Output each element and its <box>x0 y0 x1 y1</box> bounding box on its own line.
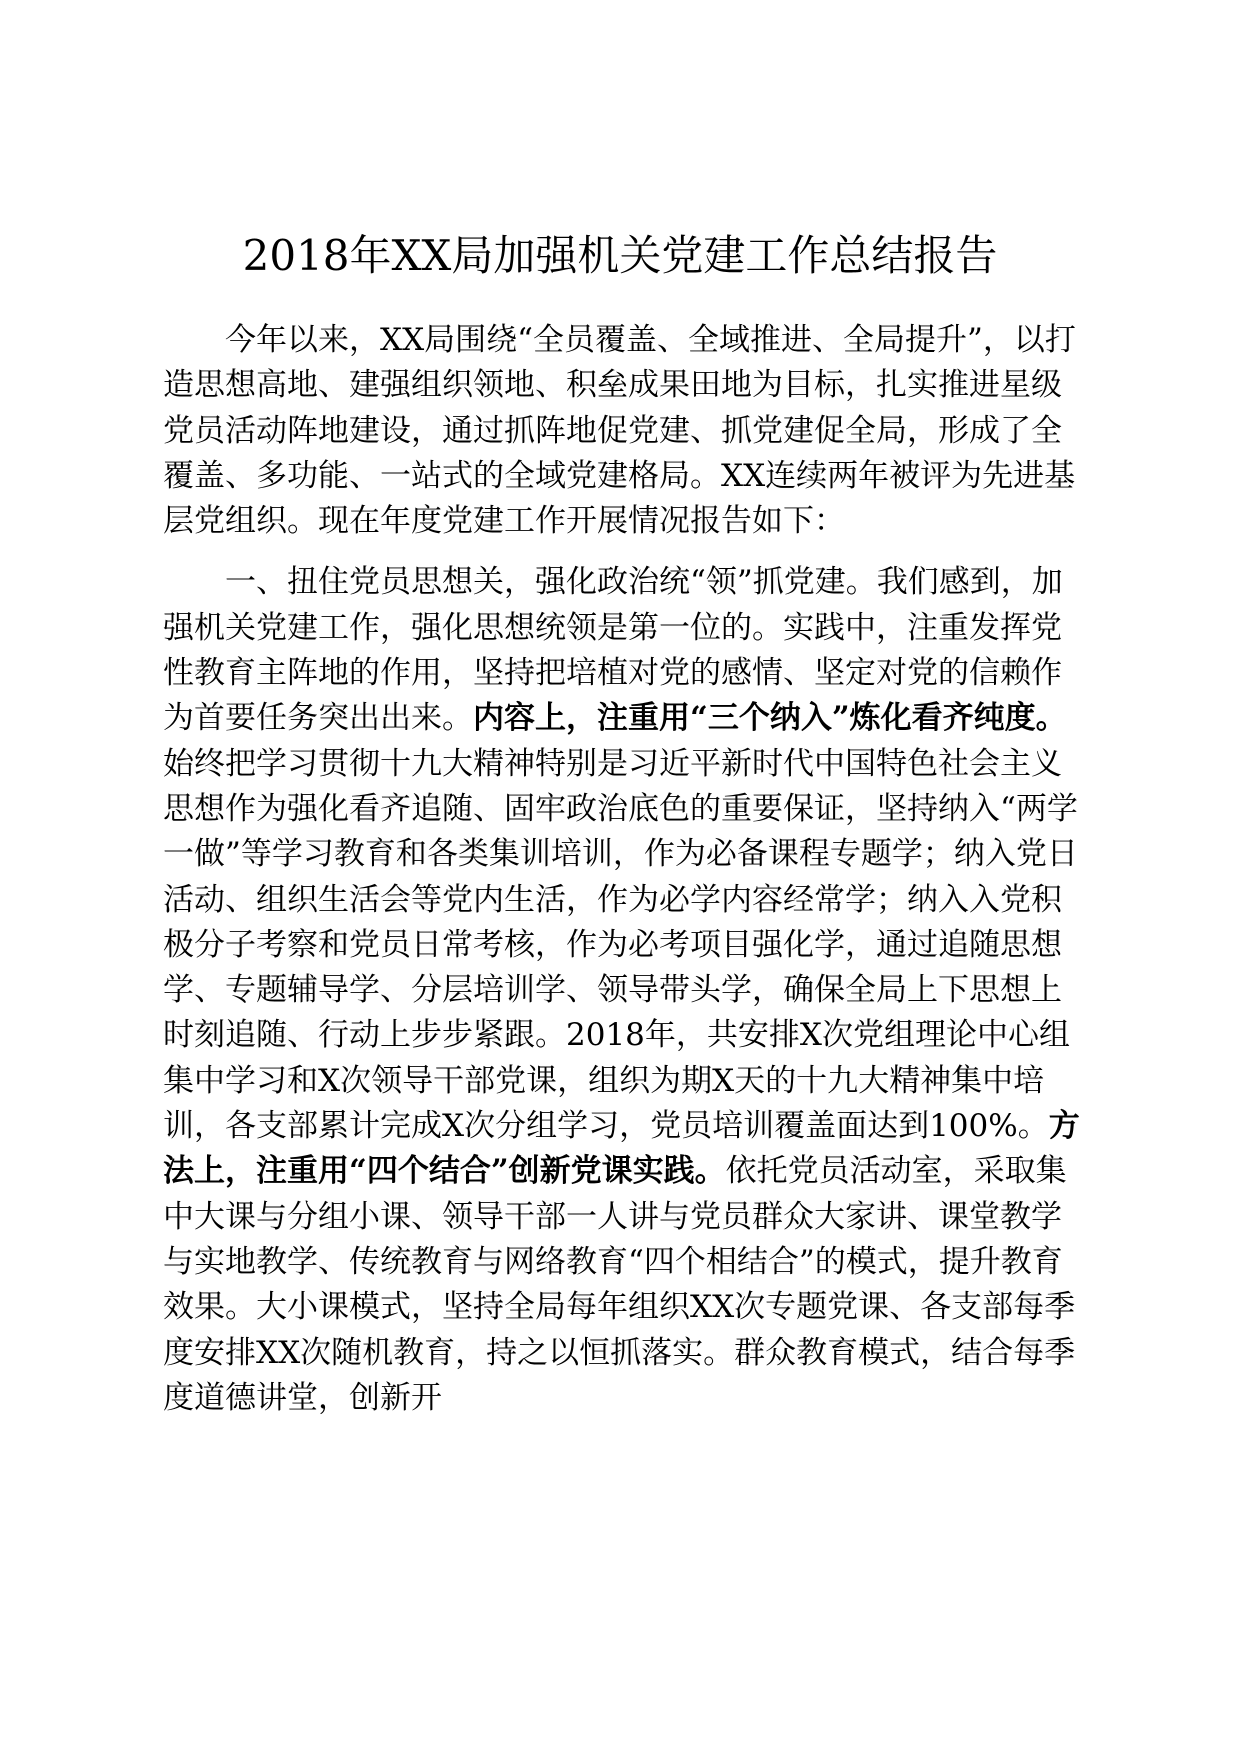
bold-heading: 方法上，注重用“四个结合”创新党课实践。 <box>163 1108 1080 1190</box>
paragraph-text: 一、扭住党员思想关，强化政治统“领”抓党建。我们感到，加强机关党建工作，强化思想统领是第一位的。实践中，注重发挥党性教育主阵地的作用，坚持把培植对党的感情、坚定对党的信赖作为首要任务突出出来。 <box>163 564 1063 737</box>
paragraph-text: 今年以来，XX局围绕“全员覆盖、全域推进、全局提升”，以打造思想高地、建强组织领地、积垒成果田地为目标，扎实推进星级党员活动阵地建设，通过抓阵地促党建、抓党建促全局，形成了全覆盖、多功能、一站式的全域党建格局。XX连续两年被评为先进基层党组织。现在年度党建工作开展情况报告如下： <box>163 322 1076 540</box>
bold-heading: 内容上，注重用“三个纳入”炼化看齐纯度。 <box>473 700 1067 737</box>
paragraph-text: 依托党员活动室，采取集中大课与分组小课、领导干部一人讲与党员群众大家讲、课堂教学与实地教学、传统教育与网络教育“四个相结合”的模式，提升教育效果。大小课模式，坚持全局每年组织XX次专题党课、各支部每季度安排XX次随机教育，持之以恒抓落实。群众教育模式，结合每季度道德讲堂，创新开 <box>163 1153 1076 1416</box>
document-title: 2018年XX局加强机关党建工作总结报告 <box>242 231 998 280</box>
paragraph-text: 始终把学习贯彻十九大精神特别是习近平新时代中国特色社会主义思想作为强化看齐追随、固牢政治底色的重要保证，坚持纳入“两学一做”等学习教育和各类集训培训，作为必备课程专题学；纳入党日活动、组织生活会等党内生活，作为必学内容经常学；纳入入党积极分子考察和党员日常考核，作为必考项目强化学，通过追随思想学、专题辅导学、分层培训学、领导带头学，确保全局上下思想上时刻追随、行动上步步紧跟。2018年，共安排X次党组理论中心组集中学习和X次领导干部党课，组织为期X天的十九大精神集中培训，各支部累计完成X次分组学习，党员培训覆盖面达到100%。 <box>163 745 1078 1145</box>
paragraph-section-1 <box>163 560 1083 1421</box>
paragraph-intro <box>163 318 1083 544</box>
document-body <box>163 318 1083 1421</box>
